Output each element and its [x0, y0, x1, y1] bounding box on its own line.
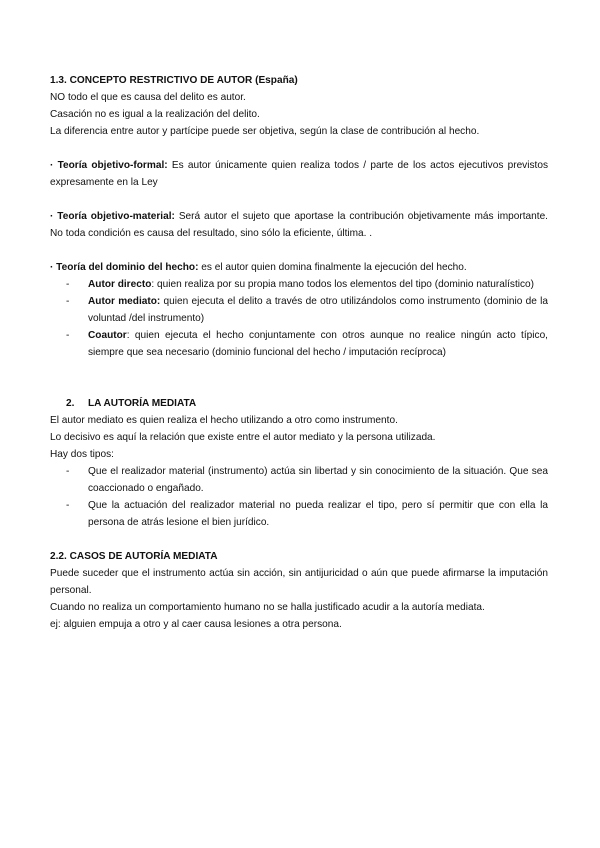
definition-text: Es autor únicamente quien realiza todos / parte de los actos ejecutivos previstos expresamente en la Ley: [50, 160, 548, 188]
section-heading-casos-autoria-mediata: 2.2. CASOS DE AUTORÍA MEDIATA: [50, 551, 218, 562]
list-term: Coautor: [88, 330, 127, 341]
text-line: La diferencia entre autor y partícipe puede ser objetiva, según la clase de contribución al hecho.: [50, 126, 480, 137]
text-line: Casación no es igual a la realización del delito.: [50, 109, 260, 120]
list-term: Autor directo: [88, 279, 152, 290]
paragraph-teoria-objetivo-material: [50, 208, 548, 242]
term-teoria-dominio-hecho: · Teoría del dominio del hecho:: [50, 262, 199, 273]
spacer: [50, 242, 548, 259]
paragraph: ej: alguien empuja a otro y al caer causa lesiones a otra persona.: [50, 619, 342, 630]
section-number: 2.: [66, 398, 75, 409]
paragraph-teoria-objetivo-formal: [50, 157, 548, 191]
text-line: El autor mediato es quien realiza el hecho utilizando a otro como instrumento.: [50, 415, 398, 426]
paragraph-teoria-dominio-hecho: [50, 259, 548, 276]
spacer: [50, 191, 548, 208]
list-text: : quien realiza por su propia mano todos los elementos del tipo (dominio naturalístico): [151, 279, 535, 290]
autor-types-list: [50, 276, 548, 361]
mediata-types-list: [50, 463, 548, 531]
section-heading-autoria-mediata: [50, 395, 548, 412]
text-line: NO todo el que es causa del delito es autor.: [50, 92, 246, 103]
list-term: Autor mediato:: [88, 296, 161, 307]
list-item-autor-directo: [50, 276, 548, 293]
paragraph: Cuando no realiza un comportamiento humano no se halla justificado acudir a la autoría mediata.: [50, 602, 485, 613]
section-heading-concepto-restrictivo: 1.3. CONCEPTO RESTRICTIVO DE AUTOR (España): [50, 75, 298, 86]
paragraph: Puede suceder que el instrumento actúa sin acción, sin antijuricidad o aún que puede afirmarse la imputación personal.: [50, 568, 548, 596]
list-item: - Que la actuación del realizador material no pueda realizar el tipo, pero sí permitir que con ella la persona de atrás lesione el bien jurídico.: [50, 497, 548, 531]
spacer: [50, 531, 548, 548]
definition-text: Será autor el sujeto que aportase la contribución objetivamente más importante. No toda condición es causa del resultado, sino sólo la eficiente, última. .: [50, 211, 548, 239]
list-text: quien ejecuta el delito a través de otro utilizándolos como instrumento (dominio de la voluntad /del instrumento): [88, 296, 548, 324]
spacer: [50, 140, 548, 157]
definition-text: es el autor quien domina finalmente la ejecución del hecho.: [198, 262, 467, 273]
section-title: LA AUTORÍA MEDIATA: [88, 398, 197, 409]
term-teoria-objetivo-material: · Teoría objetivo-material:: [50, 211, 175, 222]
list-text: : quien ejecuta el hecho conjuntamente con otros aunque no realice ningún acto típico, siempre que sea necesario (dominio funcional del hecho / imputación recíproca): [88, 330, 548, 358]
spacer: [50, 361, 548, 395]
text-line: Hay dos tipos:: [50, 449, 114, 460]
list-item-coautor: [50, 327, 548, 361]
list-item: - Que el realizador material (instrumento) actúa sin libertad y sin conocimiento de la situación. Que sea coaccionado o engañado.: [50, 463, 548, 497]
list-item-autor-mediato: [50, 293, 548, 327]
document-page: [50, 72, 548, 633]
text-line: Lo decisivo es aquí la relación que existe entre el autor mediato y la persona utilizada.: [50, 432, 436, 443]
term-teoria-objetivo-formal: · Teoría objetivo-formal:: [50, 160, 168, 171]
